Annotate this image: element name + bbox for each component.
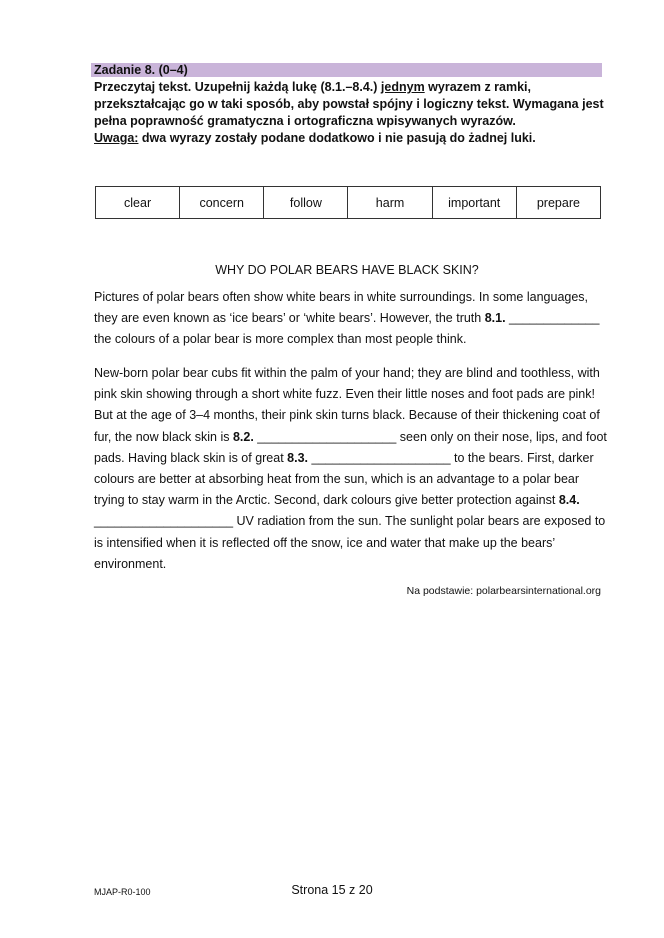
gap-label-8-4: 8.4. xyxy=(558,493,580,508)
word-box-cell: harm xyxy=(348,187,432,219)
footer-code: MJAP-R0-100 xyxy=(94,887,151,897)
article-paragraph-1 xyxy=(94,287,609,351)
text-segment: the colours of a polar bear is more complex than most people think. xyxy=(94,332,467,347)
gap-label-8-1: 8.1. xyxy=(484,311,506,326)
instruction-emphasis: jednym xyxy=(380,80,425,94)
word-box-row xyxy=(96,187,601,219)
word-box-cell: clear xyxy=(96,187,180,219)
gap-8-2[interactable]: ____________________ xyxy=(253,429,397,444)
note-label: Uwaga: xyxy=(94,131,139,145)
instruction-part-1: Przeczytaj tekst. Uzupełnij każdą lukę (8.1.–8.4.) xyxy=(94,80,381,94)
source-note: Na podstawie: polarbearsinternational.org xyxy=(406,585,601,597)
instruction-text xyxy=(94,79,609,130)
word-box-cell: prepare xyxy=(516,187,600,219)
article-paragraph-2 xyxy=(94,363,609,575)
instruction-part-2: wyrazem z ramki, przekształcając go w taki sposób, aby powstał spójny i logiczny tekst. Wymagana jest pełna poprawność gramatyczna i ortograficzna wpisywanych wyrazów. xyxy=(94,80,604,128)
gap-8-3[interactable]: ____________________ xyxy=(308,450,451,465)
word-box xyxy=(95,186,601,219)
word-box-cell: concern xyxy=(180,187,264,219)
instruction-note xyxy=(94,130,609,147)
task-instructions xyxy=(94,79,609,147)
gap-8-4[interactable]: ____________________ xyxy=(94,514,234,529)
text-segment: Pictures of polar bears often show white bears in white surroundings. In some languages, they are even known as ‘ice bears’ or ‘white bears’. However, the truth xyxy=(94,290,589,326)
word-box-cell: important xyxy=(432,187,516,219)
text-segment: to the bears. First, darker colours are better at absorbing heat from the sun, which is an advantage to a polar bear trying to stay warm in the Arctic. Second, dark colours give better protection against xyxy=(94,450,594,508)
task-title: Zadanie 8. (0–4) xyxy=(91,63,602,77)
gap-8-1[interactable]: _____________ xyxy=(505,311,600,326)
word-box-cell: follow xyxy=(264,187,348,219)
text-segment: seen only on their nose, lips, and foot pads. Having black skin is of great xyxy=(94,429,607,465)
article-title: WHY DO POLAR BEARS HAVE BLACK SKIN? xyxy=(215,263,479,277)
text-segment: UV radiation from the sun. The sunlight polar bears are exposed to is intensified when it is reflected off the snow, ice and water that make up the bears’ environment. xyxy=(94,514,606,571)
gap-label-8-3: 8.3. xyxy=(287,450,309,465)
footer-page-number: Strona 15 z 20 xyxy=(291,883,373,897)
gap-label-8-2: 8.2. xyxy=(232,429,254,444)
note-text: dwa wyrazy zostały podane dodatkowo i nie pasują do żadnej luki. xyxy=(138,131,536,145)
text-segment: New-born polar bear cubs fit within the palm of your hand; they are blind and toothless, with pink skin showing through a short white fuzz. Even their little noses and foot pads are pink! But at the age of 3–4 months, their pink skin turns black. Because of their thickening coat of fur, the now black skin is xyxy=(94,366,600,444)
